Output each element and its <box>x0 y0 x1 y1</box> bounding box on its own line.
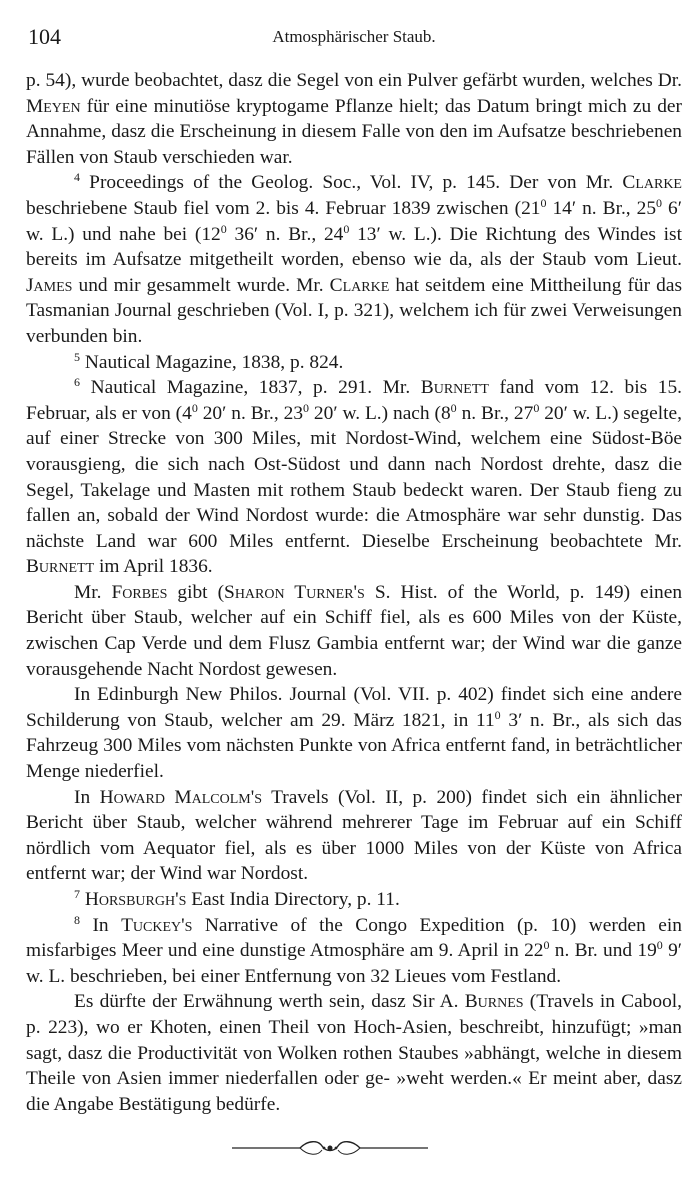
end-ornament <box>230 1138 430 1158</box>
text-run: und mir gesammelt wurde. Mr. <box>72 274 330 296</box>
superscript: 5 <box>74 349 80 364</box>
superscript: 8 <box>74 912 80 927</box>
small-caps-name: Meyen <box>26 95 81 117</box>
paragraph <box>26 170 682 349</box>
text-run: 14′ n. Br., 25 <box>546 197 657 219</box>
text-run: 6′ w. L.) und nahe bei (12 <box>26 197 682 245</box>
text-run: hat seitdem eine Mittheilung für das Tasmanian Journal geschrieben (Vol. I, p. 321), welchem ich für zwei Verweisungen verbunden bin. <box>26 274 682 347</box>
text-run: In Edinburgh New Philos. Journal (Vol. VII. p. 402) findet sich eine andere Schilderung von Staub, welcher am 29. März 1821, in 11 <box>26 684 682 731</box>
page-header <box>26 20 682 54</box>
page <box>26 20 682 1117</box>
small-caps-name: Clarke <box>329 274 390 296</box>
text-run: 9′ w. L. beschrieben, bei einer Entfernung von 32 Lieues vom Festland. <box>26 940 683 987</box>
superscript: 0 <box>343 221 350 236</box>
text-run: 36′ n. Br., 24 <box>226 223 344 245</box>
page-number: 104 <box>28 24 61 49</box>
text-run: Nautical Magazine, 1838, p. 824. <box>80 351 344 373</box>
superscript: 0 <box>220 221 227 236</box>
superscript: 0 <box>533 400 540 415</box>
small-caps-name: Tuckey's <box>121 914 193 936</box>
paragraph <box>26 68 682 170</box>
body-text <box>26 68 682 1117</box>
text-run: für eine minutiöse kryptogame Pflanze hielt; das Datum bringt mich zu der Annahme, dasz die Erscheinung in diesem Falle von den im Aufsatze beschriebenen Fällen von Staub verschieden war. <box>26 95 682 168</box>
superscript: 0 <box>191 400 198 415</box>
text-run: 13′ w. L.). Die Richtung des Windes ist bereits im Aufsatze mitgetheilt worden, ebenso wie da, als der Staub vom Lieut. <box>26 223 682 271</box>
text-run: S. Hist. of the World, p. 149) einen Bericht über Staub, welcher auf ein Schiff fiel, als es 600 Miles von der Küste, zwischen Cap Verde und dem Flusz Gambia entfernt war; der Wind war die ganze vorausgehende Nacht Nordost gewesen. <box>26 581 683 680</box>
paragraph <box>26 682 682 784</box>
superscript: 0 <box>494 707 501 722</box>
small-caps-name: Burnes <box>464 991 524 1013</box>
superscript: 0 <box>656 938 663 953</box>
superscript: 0 <box>540 195 547 210</box>
text-run: 20′ w. L.) nach (8 <box>309 402 451 424</box>
small-caps-name: Clarke <box>622 172 682 194</box>
text-run: n. Br., 27 <box>456 402 534 424</box>
superscript: 7 <box>74 887 80 901</box>
paragraph <box>26 913 682 990</box>
text-run: 20′ n. Br., 23 <box>197 402 304 424</box>
text-run: Travels (Vol. II, p. 200) findet sich ein ähnlicher Bericht über Staub, welcher während mehrerer Tage im Februar auf ein Schiff nördlich vom Aequator fiel, als es über 1000 Miles von der Küste von Africa entfernt war; der Wind war Nordost. <box>26 786 682 885</box>
text-run: Nautical Magazine, 1837, p. 291. Mr. <box>80 377 421 399</box>
paragraph <box>26 580 682 682</box>
superscript: 6 <box>74 375 80 390</box>
text-run: In <box>74 786 100 808</box>
text-run: (Travels in Cabool, p. 223), wo er Khoten, einen Theil von Hoch-Asien, beschreibt, hinzufügt; »man sagt, dasz die Productivität von Wolken rothen Staubes »abhängt, welche in diesem Theile von Asien immer niederfallen oder ge- »weht werden.« Er meint aber, dasz die Angabe Bestätigung bedürfe. <box>26 991 682 1115</box>
text-run: p. 54), wurde beobachtet, dasz die Segel von ein Pulver gefärbt wurden, welches Dr. <box>26 70 682 91</box>
running-title: Atmosphärischer Staub. <box>272 27 436 46</box>
small-caps-name: Burnett <box>26 556 95 578</box>
superscript: 0 <box>543 938 550 953</box>
superscript: 4 <box>74 170 80 185</box>
small-caps-name: James <box>26 274 73 296</box>
small-caps-name: Burnett <box>420 377 489 399</box>
paragraph <box>26 989 682 1117</box>
paragraph <box>26 785 682 887</box>
superscript: 0 <box>656 195 663 210</box>
paragraph <box>26 350 682 376</box>
text-run: im April 1836. <box>94 556 213 578</box>
small-caps-name: Horsburgh's <box>84 889 187 910</box>
text-run: gibt ( <box>167 581 225 603</box>
superscript: 0 <box>450 400 457 415</box>
text-run: beschriebene Staub fiel vom 2. bis 4. Februar 1839 zwischen (21 <box>26 197 541 219</box>
text-run: In <box>80 914 122 936</box>
text-run: Es dürfte der Erwähnung werth sein, dasz Sir A. <box>74 991 465 1013</box>
small-caps-name: Sharon Turner's <box>224 581 365 603</box>
text-run: East India Directory, p. 11. <box>186 889 400 910</box>
paragraph <box>26 375 682 580</box>
text-run: n. Br. und 19 <box>549 940 657 962</box>
small-caps-name: Forbes <box>111 581 168 603</box>
text-run: Mr. <box>74 581 112 603</box>
superscript: 0 <box>303 400 310 415</box>
text-run: fand vom 12. bis 15. Februar, als er von (4 <box>26 377 682 424</box>
text-run: Proceedings of the Geolog. Soc., Vol. IV, p. 145. Der von Mr. <box>80 172 623 194</box>
small-caps-name: Howard Malcolm's <box>99 786 262 808</box>
text-run: 20′ w. L.) segelte, auf einer Strecke von 300 Miles, mit Nordost-Wind, welchem eine Südost-Böe vorausgieng, die sich nach Ost-Südost und dann nach Nordost drehte, dasz die Segel, Takelage und Masten mit rothem Staub bedeckt waren. Der Staub fieng zu fallen an, sobald der Wind Nordost wurde: die Atmosphäre war sehr dunstig. Das nächste Land war 600 Miles entfernt. Dieselbe Erscheinung beobachtete Mr. <box>26 402 682 552</box>
paragraph <box>26 887 682 913</box>
text-run: 3′ n. Br., als sich das Fahrzeug 300 Miles vom nächsten Punkte von Africa entfernt fand, in beträchtlicher Menge niederfiel. <box>26 709 682 783</box>
text-run: Narrative of the Congo Expedition (p. 10) werden ein misfarbiges Meer und eine dunstige Atmosphäre am 9. April in 22 <box>26 914 682 962</box>
